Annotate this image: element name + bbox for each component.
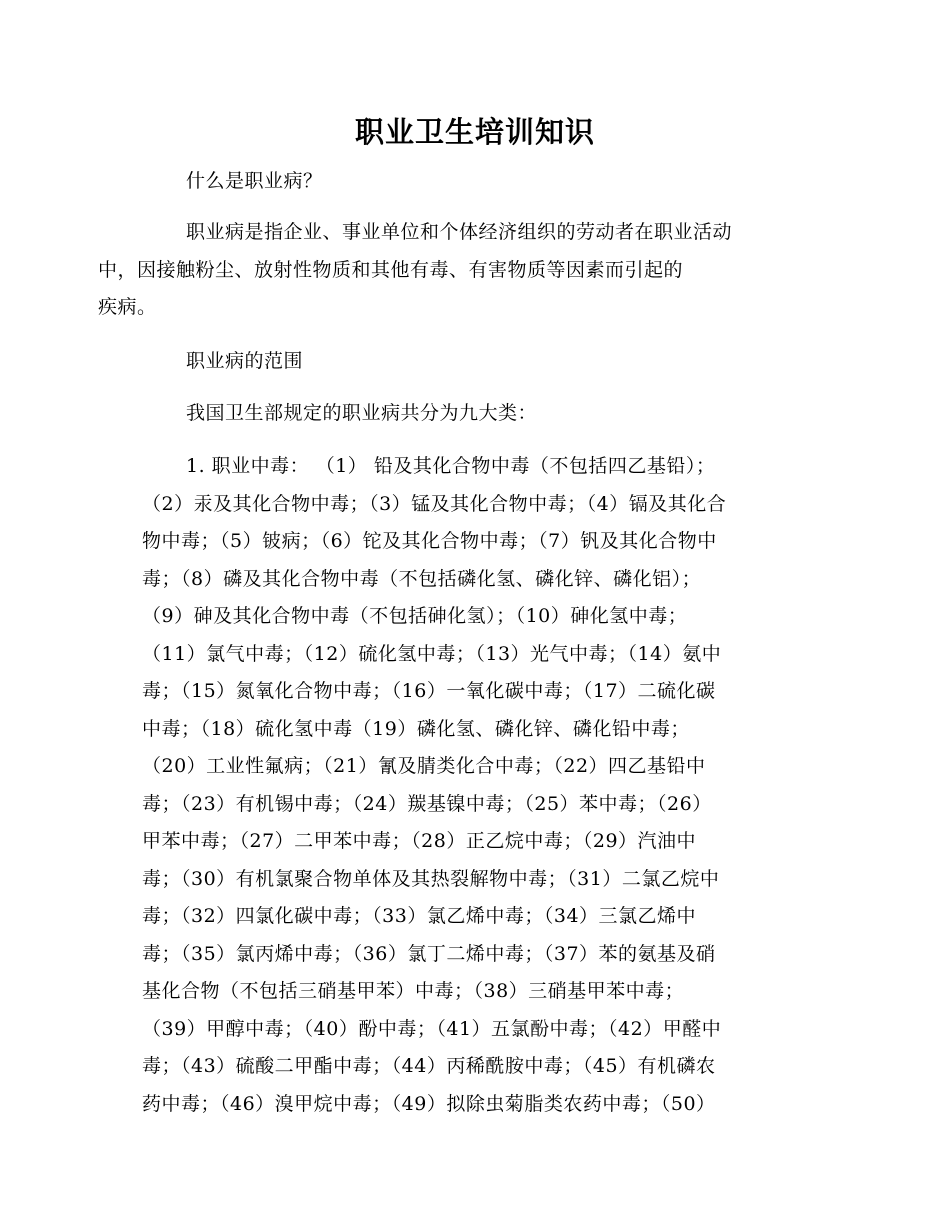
definition-paragraph — [98, 214, 802, 327]
list-line: 药中毒；（46）溴甲烷中毒；（49）拟除虫菊脂类农药中毒；（50） — [142, 1092, 716, 1115]
list-line: 中毒；（18）硫化氢中毒（19）磷化氢、磷化锌、磷化铅中毒； — [142, 717, 690, 740]
list-line: 1. 职业中毒： （1） 铅及其化合物中毒（不包括四乙基铅）； — [186, 455, 716, 477]
list-line: 毒；（32）四氯化碳中毒；（33）氯乙烯中毒；（34）三氯乙烯中 — [142, 905, 697, 927]
list-line: （2）汞及其化合物中毒；（3）锰及其化合物中毒；（4）镉及其化合 — [142, 492, 727, 515]
scope-heading: 职业病的范围 — [186, 350, 304, 372]
list-line: 物中毒；（5）铍病；（6）铊及其化合物中毒；（7）钒及其化合物中 — [142, 530, 717, 552]
list-line: （9）砷及其化合物中毒（不包括砷化氢）；（10）砷化氢中毒； — [142, 605, 688, 627]
list-line: 毒；（30）有机氯聚合物单体及其热裂解物中毒；（31）二氯乙烷中 — [142, 867, 720, 890]
document-title: 职业卫生培训知识 — [354, 115, 595, 149]
question-what-is-occupational-disease: 什么是职业病？ — [186, 170, 323, 192]
occupational-poisoning-list — [142, 448, 802, 1123]
list-line: 毒；（8）磷及其化合物中毒（不包括磷化氢、磷化锌、磷化铝）； — [142, 567, 702, 590]
list-line: 甲苯中毒；（27）二甲苯中毒；（28）正乙烷中毒；（29）汽油中 — [142, 830, 697, 852]
list-line: 毒；（35）氯丙烯中毒；（36）氯丁二烯中毒；（37）苯的氨基及硝 — [142, 942, 716, 965]
list-line: 毒；（43）硫酸二甲酯中毒；（44）丙稀酰胺中毒；（45）有机磷农 — [142, 1055, 716, 1077]
categories-intro: 我国卫生部规定的职业病共分为九大类： — [186, 402, 538, 424]
list-line: （11）氯气中毒；（12）硫化氢中毒；（13）光气中毒；（14）氨中 — [142, 642, 722, 665]
definition-line: 职业病是指企业、事业单位和个体经济组织的劳动者在职业活动 — [186, 221, 733, 243]
definition-line: 疾病。 — [98, 296, 157, 318]
list-line: 基化合物（不包括三硝基甲苯）中毒；（38）三硝基甲苯中毒； — [142, 980, 685, 1002]
list-line: （20）工业性氟病；（21）氰及腈类化合中毒；（22）四乙基铅中 — [142, 755, 706, 777]
list-line: 毒；（23）有机锡中毒；（24）羰基镍中毒；（25）苯中毒；（26） — [142, 792, 712, 815]
list-line: 毒；（15）氮氧化合物中毒；（16）一氧化碳中毒；（17）二硫化碳 — [142, 680, 716, 702]
definition-line: 中，因接触粉尘、放射性物质和其他有毒、有害物质等因素而引起的 — [98, 258, 684, 281]
list-line: （39）甲醇中毒；（40）酚中毒；（41）五氯酚中毒；（42）甲醛中 — [142, 1017, 722, 1040]
